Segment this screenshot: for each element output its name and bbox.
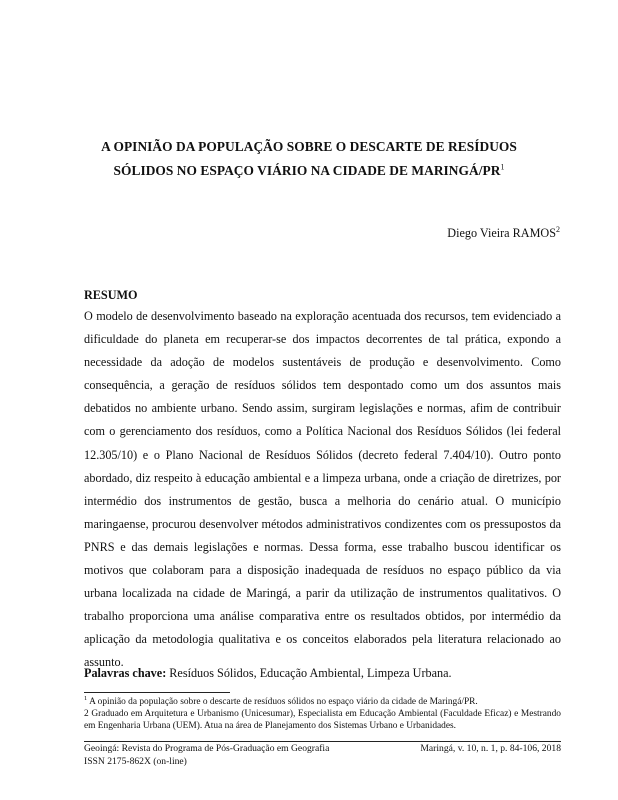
footnote-1 bbox=[84, 694, 561, 709]
footnote-1-mark: 1 bbox=[84, 694, 88, 702]
keywords bbox=[84, 666, 561, 681]
author-footnote-mark: 2 bbox=[556, 224, 560, 234]
keywords-text: Resíduos Sólidos, Educação Ambiental, Limpeza Urbana. bbox=[169, 666, 452, 680]
footnote-1-text: A opinião da população sobre o descarte de resíduos sólidos no espaço viário da cidade de Maringá/PR. bbox=[89, 697, 478, 707]
footer-issn: ISSN 2175-862X (on-line) bbox=[84, 755, 187, 767]
page-footer bbox=[84, 743, 561, 768]
footnote-divider bbox=[84, 692, 230, 693]
abstract-text: O modelo de desenvolvimento baseado na exploração acentuada dos recursos, tem evidenciado a dificuldade do planeta em recuperar-se dos impactos decorrentes de tal prática, expondo a necessidade da adoção de modelos sustentáveis de produção e desenvolvimento. Como consequência, a geração de resíduos sólidos tem despontado como um dos assuntos mais debatidos no ambiente urbano. Sendo assim, surgiram legislações e normas, afim de contribuir com o gerenciamento dos resíduos, como a Política Nacional dos Resíduos Sólidos (lei federal 12.305/10) e o Plano Nacional de Resíduos Sólidos (decreto federal 7.404/10). Outro ponto abordado, diz respeito à educação ambiental e a limpeza urbana, onde a criação de diretrizes, por intermédio dos instrumentos de gestão, busca a melhoria do cenário atual. O município maringaense, procurou desenvolver métodos administrativos condizentes com os pressupostos da PNRS e das demais legislações e normas. Dessa forma, esse trabalho buscou identificar os motivos que colaboram para a disposição inadequada de resíduos no espaço público da via urbana localizada na cidade de Maringá, a parir da utilização de instrumentos qualitativos. O trabalho proporciona uma análise comparativa entre os resultados obtidos, por intermédio da aplicação da metodologia qualitativa e os conceitos elaborados pela literatura relacionado ao assunto. bbox=[84, 309, 561, 670]
paper-title bbox=[40, 135, 578, 183]
footnote-2: 2 Graduado em Arquitetura e Urbanismo (Unicesumar), Especialista em Educação Ambiental (Faculdade Eficaz) e Mestrando em Engenharia Urbana (UEM). Atua na área de Planejamento dos Sistemas Urbano e Urbanidades. bbox=[84, 708, 561, 731]
title-line-1: A OPINIÃO DA POPULAÇÃO SOBRE O DESCARTE DE RESÍDUOS bbox=[101, 139, 517, 154]
title-line-2-text: SÓLIDOS NO ESPAÇO VIÁRIO NA CIDADE DE MARINGÁ/PR bbox=[113, 163, 501, 178]
footer-divider bbox=[84, 741, 561, 742]
title-footnote-mark: 1 bbox=[500, 162, 505, 172]
footer-issue: Maringá, v. 10, n. 1, p. 84-106, 2018 bbox=[420, 743, 561, 754]
keywords-label: Palavras chave: bbox=[84, 666, 167, 680]
author-name: Diego Vieira RAMOS bbox=[447, 226, 556, 240]
title-line-2 bbox=[40, 159, 578, 183]
abstract-heading: RESUMO bbox=[84, 288, 138, 302]
footnotes bbox=[84, 694, 561, 732]
author-line bbox=[447, 226, 560, 241]
footer-row bbox=[84, 743, 561, 756]
footer-journal: Geoingá: Revista do Programa de Pós-Graduação em Geografia bbox=[84, 743, 330, 754]
